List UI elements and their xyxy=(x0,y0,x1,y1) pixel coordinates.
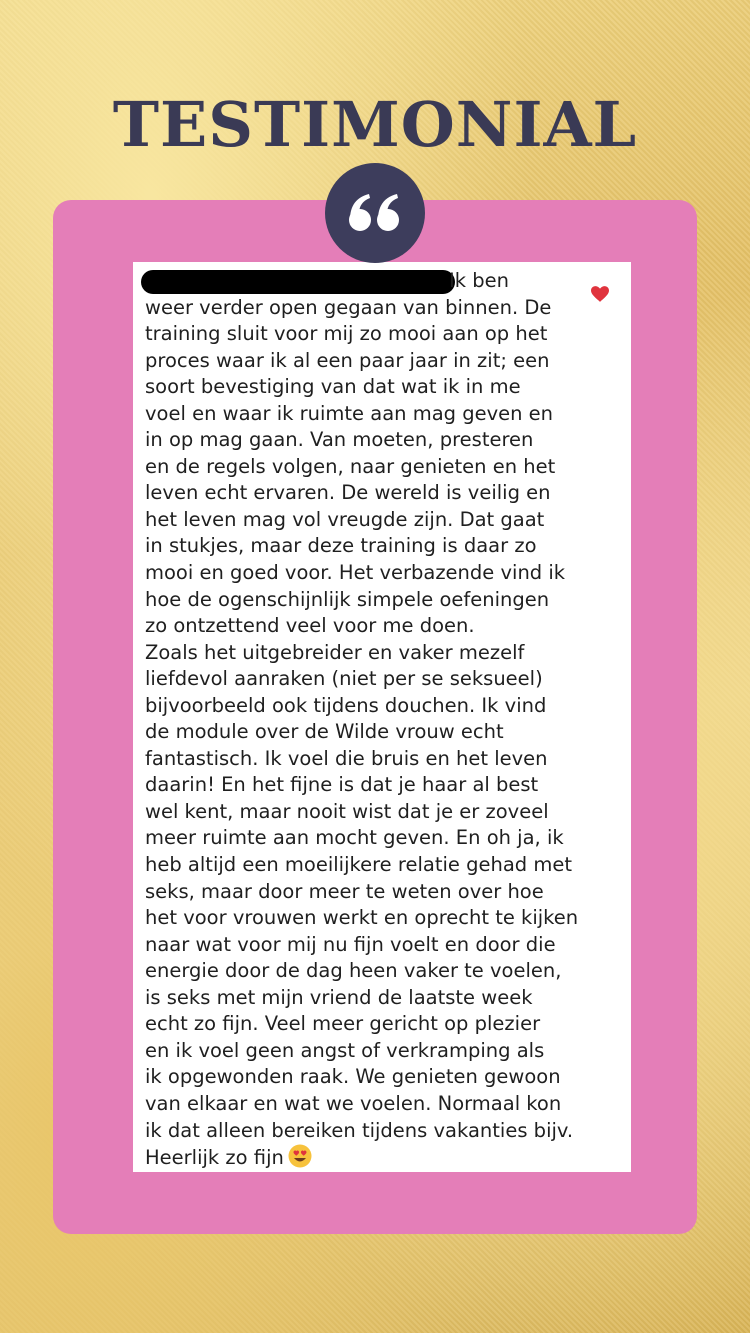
text-line: Zoals het uitgebreider en vaker mezelf xyxy=(145,640,525,664)
text-line: seks, maar door meer te weten over hoe xyxy=(145,879,544,903)
text-line: het leven mag vol vreugde zijn. Dat gaat xyxy=(145,507,545,531)
quote-icon xyxy=(347,193,403,233)
text-line: wel kent, maar nooit wist dat je er zoveel xyxy=(145,799,549,823)
text-line: zo ontzettend veel voor me doen. xyxy=(145,614,475,638)
text-line: meer ruimte aan mocht geven. En oh ja, ik xyxy=(145,826,564,850)
text-line: soort bevestiging van dat wat ik in me xyxy=(145,375,521,399)
text-line: Ik ben xyxy=(449,269,509,292)
text-line: en ik voel geen angst of verkramping als xyxy=(145,1038,545,1062)
text-line: weer verder open gegaan van binnen. De xyxy=(145,295,552,319)
text-line: is seks met mijn vriend de laatste week xyxy=(145,985,533,1009)
text-line: leven echt ervaren. De wereld is veilig en xyxy=(145,481,551,505)
text-line: in op mag gaan. Van moeten, presteren xyxy=(145,428,534,452)
text-line: de module over de Wilde vrouw echt xyxy=(145,720,504,744)
message-card xyxy=(133,262,631,1172)
text-line: ik dat alleen bereiken tijdens vakanties bijv. xyxy=(145,1118,574,1142)
text-line: naar wat voor mij nu fijn voelt en door die xyxy=(145,932,556,956)
text-line: liefdevol aanraken (niet per se seksueel) xyxy=(145,667,543,691)
text-line: mooi en goed voor. Het verbazende vind ik xyxy=(145,561,566,585)
text-line-last xyxy=(145,1144,585,1172)
text-line: ik opgewonden raak. We genieten gewoon xyxy=(145,1065,561,1089)
text-line: bijvoorbeeld ook tijdens douchen. Ik vind xyxy=(145,693,547,717)
text-line: het voor vrouwen werkt en oprecht te kijken xyxy=(145,906,579,930)
text-line: daarin! En het fijne is dat je haar al best xyxy=(145,773,539,797)
page-title: TESTIMONIAL xyxy=(112,88,638,161)
quote-badge xyxy=(325,163,425,263)
text-line: en de regels volgen, naar genieten en het xyxy=(145,454,556,478)
text-line: training sluit voor mij zo mooi aan op het xyxy=(145,322,548,346)
text-line: energie door de dag heen vaker te voelen, xyxy=(145,959,562,983)
text-line: Heerlijk zo fijn xyxy=(145,1146,284,1170)
text-line: hoe de ogenschijnlijk simpele oefeningen xyxy=(145,587,550,611)
testimonial-text xyxy=(145,268,585,1172)
text-line: echt zo fijn. Veel meer gericht op plezier xyxy=(145,1012,541,1036)
text-line: in stukjes, maar deze training is daar zo xyxy=(145,534,537,558)
heart-eyes-emoji-icon xyxy=(288,1144,312,1168)
heart-icon[interactable] xyxy=(591,286,609,302)
text-line: fantastisch. Ik voel die bruis en het leven xyxy=(145,746,548,770)
text-line: van elkaar en wat we voelen. Normaal kon xyxy=(145,1091,562,1115)
text-line: proces waar ik al een paar jaar in zit; een xyxy=(145,348,550,372)
text-line: voel en waar ik ruimte aan mag geven en xyxy=(145,401,554,425)
text-line: heb altijd een moeilijkere relatie gehad met xyxy=(145,853,572,877)
